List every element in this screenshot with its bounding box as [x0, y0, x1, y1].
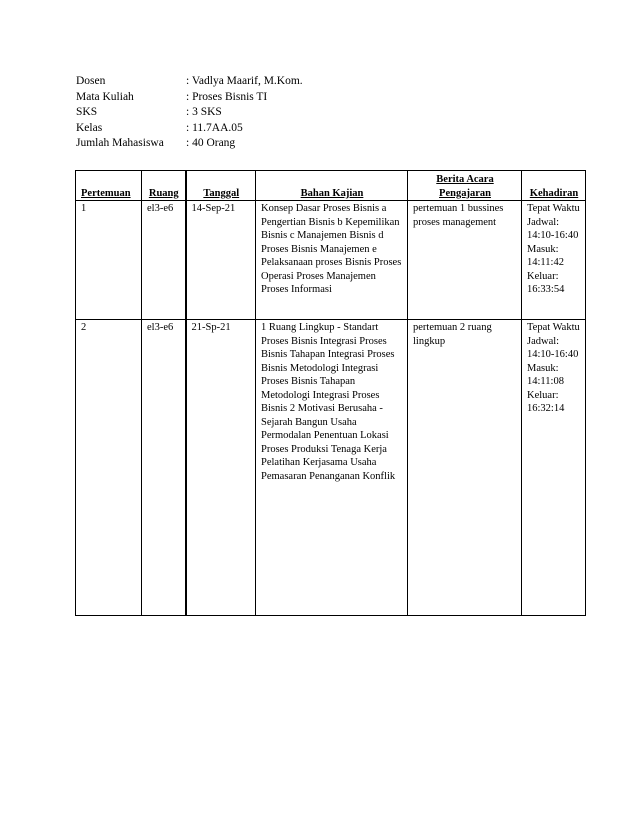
cell-pertemuan: 1: [76, 201, 142, 320]
cell-pertemuan: 2: [76, 320, 142, 616]
info-row-mata-kuliah: [76, 90, 303, 106]
cell-ruang: el3-e6: [142, 201, 186, 320]
info-label: Mata Kuliah: [76, 90, 134, 103]
cell-berita-acara: pertemuan 2 ruang lingkup: [408, 320, 522, 616]
cell-bahan-kajian: Konsep Dasar Proses Bisnis a Pengertian Bisnis b Kepemilikan Bisnis c Manajemen Bisnis d Proses Bisnis Manajemen e Pelaksanaan proses Bisnis Proses Operasi Proses Manajemen Proses Informasi: [256, 201, 408, 320]
info-label: SKS: [76, 106, 98, 118]
header-ruang: Ruang: [142, 171, 186, 201]
info-row-kelas: [76, 121, 303, 137]
header-pertemuan: Pertemuan: [76, 171, 142, 201]
course-info: [76, 74, 303, 152]
info-row-sks: [76, 105, 303, 121]
cell-ruang: el3-e6: [142, 320, 186, 616]
info-value: : Vadlya Maarif, M.Kom.: [186, 75, 303, 87]
info-row-jumlah-mahasiswa: [76, 136, 303, 152]
attendance-table: [75, 170, 586, 616]
info-value: : 3 SKS: [186, 106, 222, 118]
info-row-dosen: [76, 74, 303, 90]
cell-bahan-kajian: 1 Ruang Lingkup - Standart Proses Bisnis Integrasi Proses Bisnis Tahapan Integrasi Proses Bisnis Metodologi Integrasi Proses Bisnis Tahapan Metodologi Integrasi Proses Bisnis 2 Motivasi Berusaha - Sejarah Bangun Usaha Permodalan Penentuan Lokasi Proses Produksi Tenaga Kerja Pelatihan Kerjasama Usaha Pemasaran Penanganan Konflik: [256, 320, 408, 616]
header-berita-acara: Berita Acara Pengajaran: [408, 171, 522, 201]
cell-tanggal: 21-Sp-21: [186, 320, 256, 616]
table-row: [76, 320, 586, 616]
header-kehadiran: Kehadiran: [522, 171, 586, 201]
header-bahan-kajian: Bahan Kajian: [256, 171, 408, 201]
table-row: [76, 201, 586, 320]
info-label: Dosen: [76, 75, 106, 87]
cell-kehadiran: Tepat Waktu Jadwal: 14:10-16:40 Masuk: 14:11:42 Keluar: 16:33:54: [522, 201, 586, 320]
info-value: : Proses Bisnis TI: [186, 90, 268, 103]
info-value: : 40 Orang: [186, 137, 236, 149]
table-header-row: [76, 171, 586, 201]
info-value: : 11.7AA.05: [186, 121, 243, 134]
cell-tanggal: 14-Sep-21: [186, 201, 256, 320]
info-label: Kelas: [76, 121, 103, 134]
header-tanggal: Tanggal: [186, 171, 256, 201]
cell-kehadiran: Tepat Waktu Jadwal: 14:10-16:40 Masuk: 14:11:08 Keluar: 16:32:14: [522, 320, 586, 616]
info-label: Jumlah Mahasiswa: [76, 137, 164, 149]
cell-berita-acara: pertemuan 1 bussines proses management: [408, 201, 522, 320]
